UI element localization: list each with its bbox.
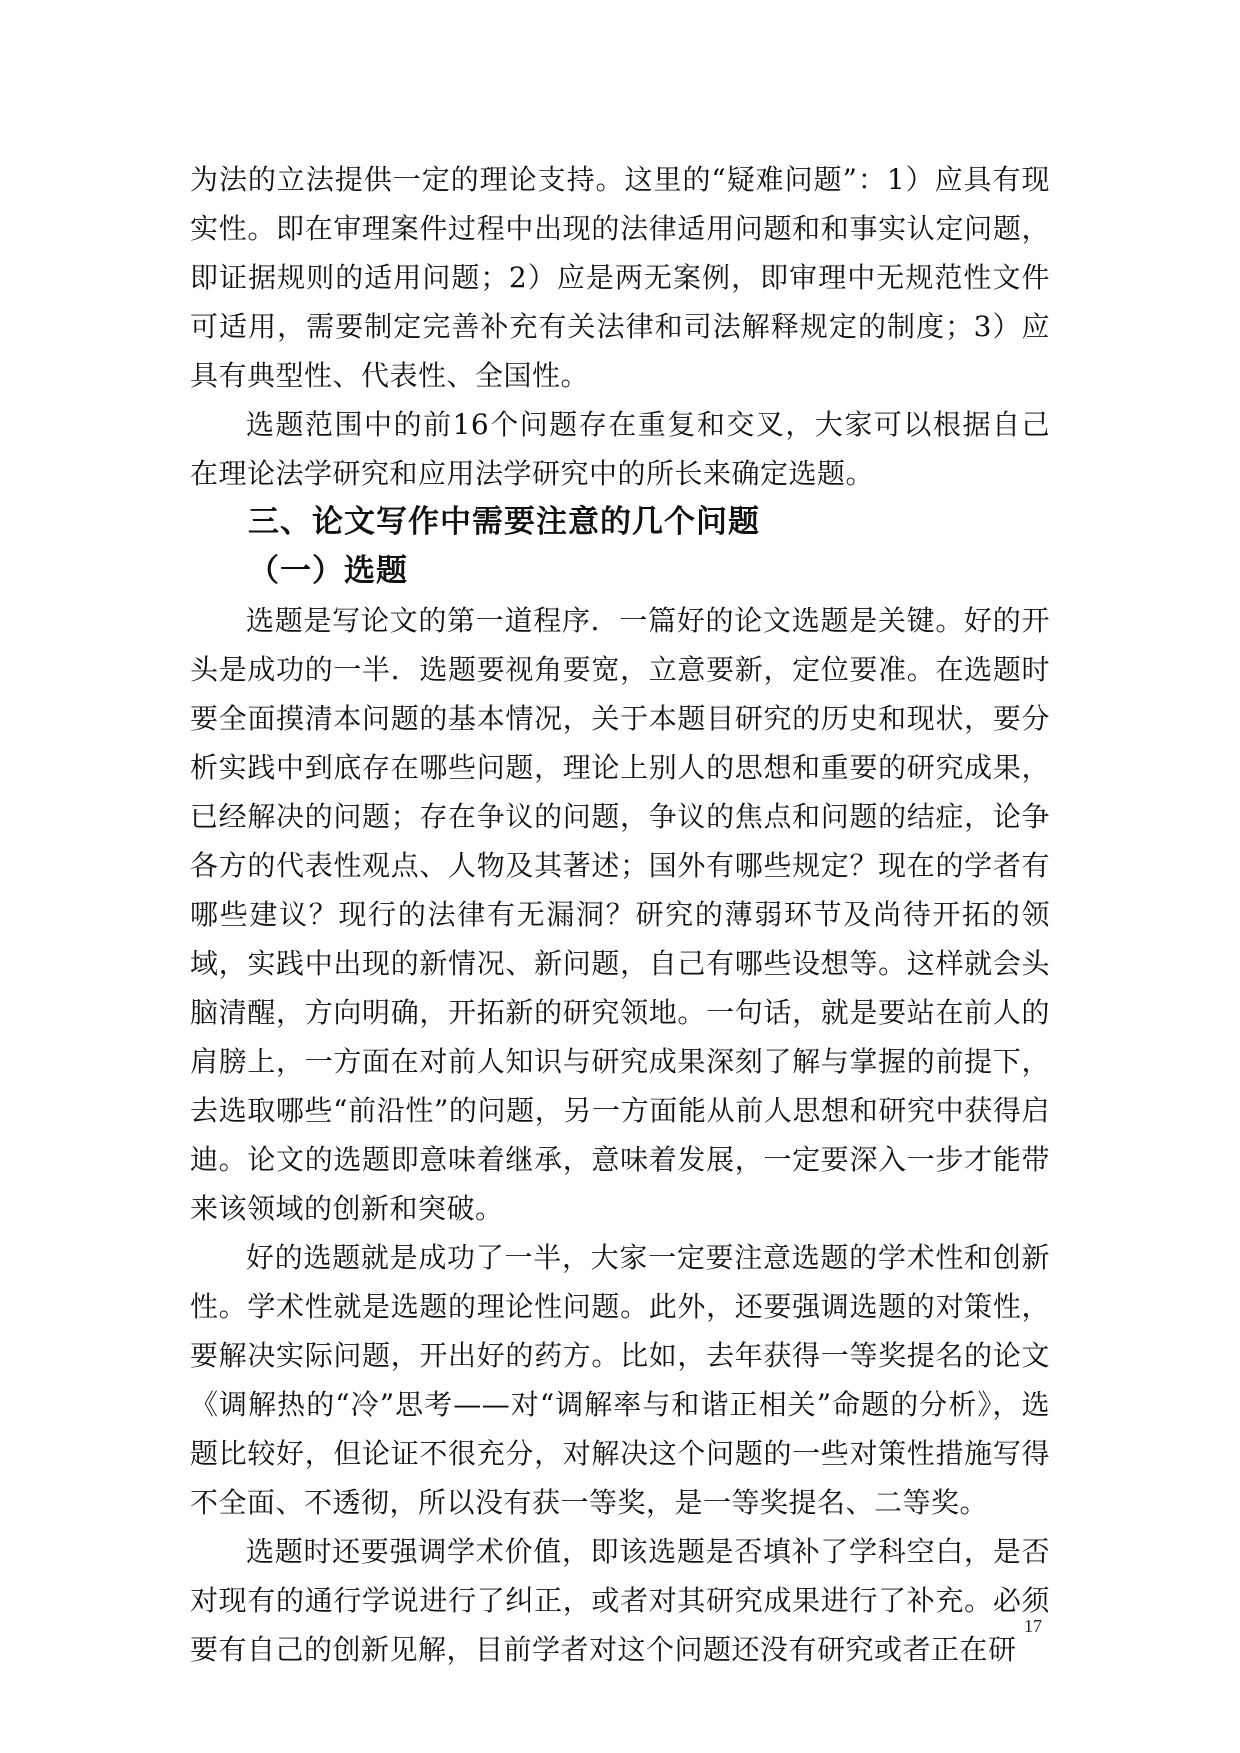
subsection-heading: （一）选题 — [248, 553, 408, 589]
page-number: 17 — [1024, 1616, 1042, 1636]
section-heading: 三、论文写作中需要注意的几个问题 — [248, 504, 760, 540]
paragraph-legislation-support: 为法的立法提供一定的理论支持。这里的“疑难问题”：1）应具有现实性。即在审理案件过程中出现的法律适用问题和和事实认定问题，即证据规则的适用问题；2）应是两无案例，即审理中无规范性文件可适用，需要制定完善补充有关法律和司法解释规定的制度；3）应具有典型性、代表性、全国性。 — [190, 163, 1050, 392]
paragraph-topic-scope: 选题范围中的前16个问题存在重复和交叉，大家可以根据自己在理论法学研究和应用法学研究中的所长来确定选题。 — [190, 408, 1050, 490]
paragraph-good-topic: 好的选题就是成功了一半，大家一定要注意选题的学术性和创新性。学术性就是选题的理论性问题。此外，还要强调选题的对策性，要解决实际问题，开出好的药方。比如，去年获得一等奖提名的论文《调解热的“冷”思考——对“调解率与和谐正相关”命题的分析》，选题比较好，但论证不很充分，对解决这个问题的一些对策性措施写得不全面、不透彻，所以没有获一等奖，是一等奖提名、二等奖。 — [190, 1241, 1050, 1519]
paragraph-academic-value: 选题时还要强调学术价值，即该选题是否填补了学科空白，是否对现有的通行学说进行了纠正，或者对其研究成果进行了补充。必须要有自己的创新见解，目前学者对这个问题还没有研究或者正在研 — [190, 1535, 1050, 1666]
paragraph-topic-selection: 选题是写论文的第一道程序．一篇好的论文选题是关键。好的开头是成功的一半．选题要视角要宽，立意要新，定位要准。在选题时要全面摸清本问题的基本情况，关于本题目研究的历史和现状，要分析实践中到底存在哪些问题，理论上别人的思想和重要的研究成果，已经解决的问题；存在争议的问题，争议的焦点和问题的结症，论争各方的代表性观点、人物及其著述；国外有哪些规定？现在的学者有哪些建议？现行的法律有无漏洞？研究的薄弱环节及尚待开拓的领域，实践中出现的新情况、新问题，自己有哪些设想等。这样就会头脑清醒，方向明确，开拓新的研究领地。一句话，就是要站在前人的肩膀上，一方面在对前人知识与研究成果深刻了解与掌握的前提下，去选取哪些“前沿性”的问题，另一方面能从前人思想和研究中获得启迪。论文的选题即意味着继承，意味着发展，一定要深入一步才能带来该领域的创新和突破。 — [190, 604, 1050, 1225]
page-content — [190, 155, 1050, 1674]
